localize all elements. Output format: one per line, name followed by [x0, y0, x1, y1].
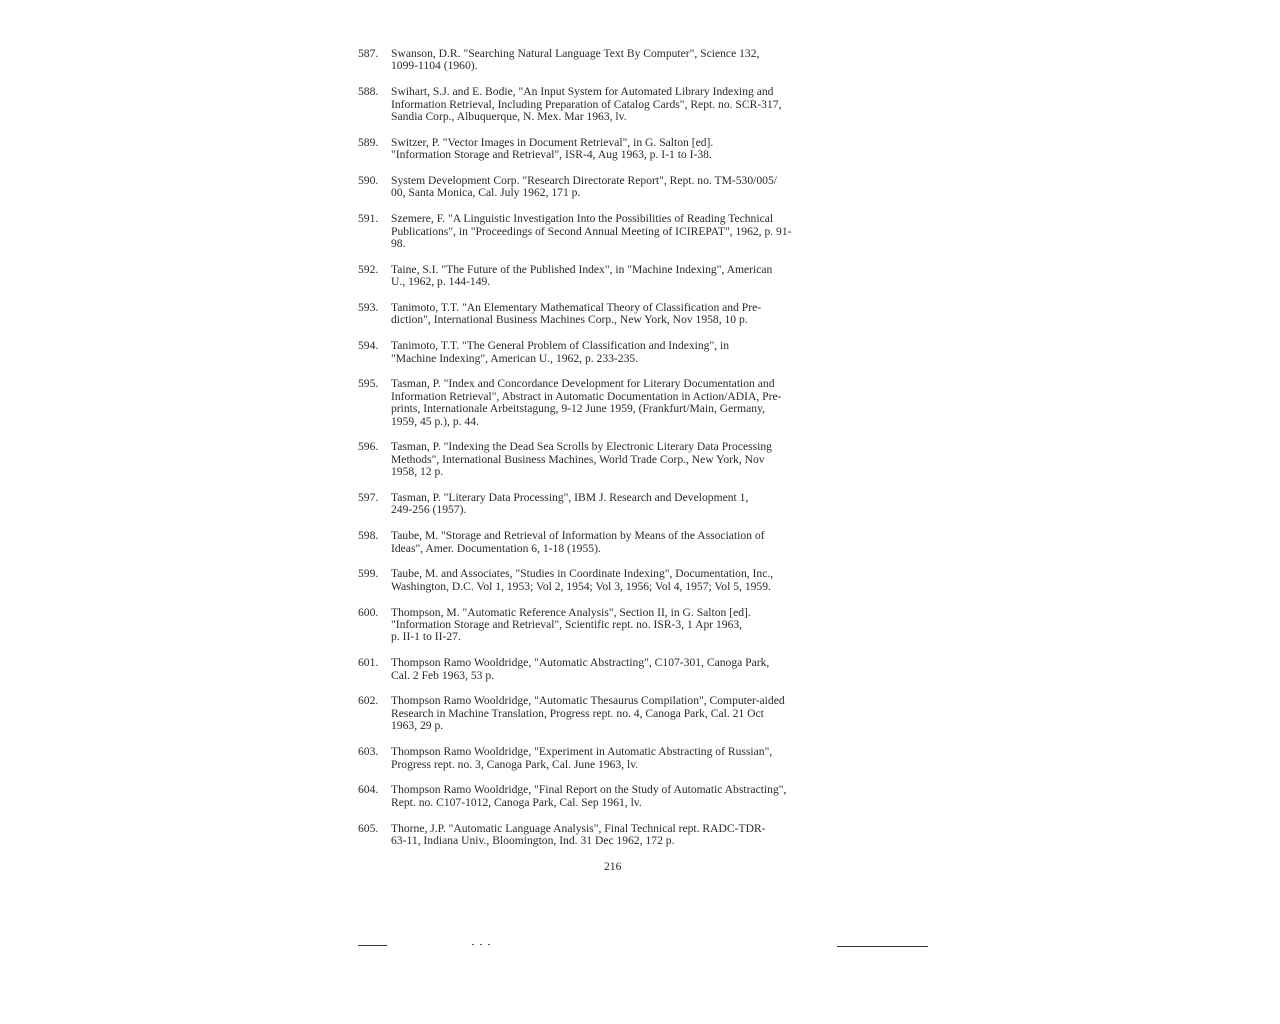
- reference-number: 602.: [358, 694, 379, 708]
- footer-rule-left: [358, 945, 387, 946]
- reference-text: Taine, S.I. "The Future of the Published Index", in "Machine Indexing", American U., 1962, p. 144-149.: [391, 262, 773, 289]
- reference-entry: [358, 175, 883, 200]
- reference-entry: [358, 492, 883, 517]
- reference-text: Thompson, M. "Automatic Reference Analysis", Section II, in G. Salton [ed]. "Information Storage and Retrieval", Scientific rept. no. ISR-3, 1 Apr 1963, p. II-1 to II-27.: [391, 605, 751, 644]
- reference-entry: [358, 695, 883, 732]
- reference-text: Taube, M. "Storage and Retrieval of Information by Means of the Association of Ideas", Amer. Documentation 6, 1-18 (1955).: [391, 529, 765, 555]
- reference-entry: [358, 530, 883, 555]
- reference-number: 598.: [358, 529, 379, 543]
- reference-number: 601.: [358, 656, 379, 670]
- reference-number: 588.: [358, 85, 379, 99]
- reference-number: 589.: [358, 135, 379, 149]
- reference-entry: [358, 784, 883, 809]
- reference-entry: [358, 302, 883, 327]
- reference-list: [358, 48, 883, 861]
- reference-text: Tasman, P. "Index and Concordance Development for Literary Documentation and Information Retrieval", Abstract in Automatic Documentation in Action/ADIA, Pre- prints, Internationale Arbeitstagung, 9-12 June 1959, (Frankfurt/Main, Germany, 1959, 45 p.), p. 44.: [391, 377, 782, 428]
- reference-text: Thompson Ramo Wooldridge, "Automatic Abstracting", C107-301, Canoga Park, Cal. 2 Feb 1963, 53 p.: [391, 656, 770, 682]
- reference-entry: [358, 657, 883, 682]
- reference-text: Swihart, S.J. and E. Bodie, "An Input System for Automated Library Indexing and Information Retrieval, Including Preparation of Catalog Cards", Rept. no. SCR-317, Sandia Corp., Albuquerque, N. Mex. Mar 1963, lv.: [391, 85, 782, 124]
- reference-text: Tanimoto, T.T. "The General Problem of Classification and Indexing", in "Machine Indexing", American U., 1962, p. 233-235.: [391, 339, 730, 365]
- reference-entry: [358, 607, 883, 644]
- reference-entry: [358, 264, 883, 289]
- reference-entry: [358, 568, 883, 593]
- footer-rule-right: [837, 946, 928, 947]
- reference-entry: [358, 378, 883, 428]
- reference-number: 604.: [358, 783, 379, 797]
- reference-text: Tasman, P. "Indexing the Dead Sea Scrolls by Electronic Literary Data Processing Methods", International Business Machines, World Trade Corp., New York, Nov 1958, 12 p.: [391, 440, 772, 479]
- reference-number: 587.: [358, 47, 379, 60]
- reference-entry: [358, 48, 883, 73]
- reference-entry: [358, 746, 883, 771]
- reference-entry: [358, 823, 883, 848]
- reference-text: Taube, M. and Associates, "Studies in Coordinate Indexing", Documentation, Inc., Washington, D.C. Vol 1, 1953; Vol 2, 1954; Vol 3, 1956; Vol 4, 1957; Vol 5, 1959.: [391, 567, 774, 593]
- reference-number: 603.: [358, 745, 379, 759]
- reference-number: 597.: [358, 491, 379, 505]
- reference-entry: [358, 340, 883, 365]
- reference-number: 596.: [358, 440, 379, 454]
- reference-text: Thompson Ramo Wooldridge, "Automatic Thesaurus Compilation", Computer-aided Research in Machine Translation, Progress rept. no. 4, Canoga Park, Cal. 21 Oct 1963, 29 p.: [391, 694, 785, 733]
- reference-number: 590.: [358, 174, 379, 188]
- reference-number: 591.: [358, 212, 379, 226]
- reference-entry: [358, 86, 883, 123]
- reference-number: 600.: [358, 605, 379, 619]
- reference-text: Swanson, D.R. "Searching Natural Language Text By Computer", Science 132, 1099-1104 (1960).: [391, 47, 760, 73]
- reference-number: 592.: [358, 262, 379, 276]
- reference-entry: [358, 137, 883, 162]
- reference-number: 605.: [358, 821, 379, 835]
- reference-number: 593.: [358, 301, 379, 315]
- reference-text: Thompson Ramo Wooldridge, "Experiment in Automatic Abstracting of Russian", Progress rept. no. 3, Canoga Park, Cal. June 1963, lv.: [391, 745, 773, 771]
- reference-text: Tanimoto, T.T. "An Elementary Mathematical Theory of Classification and Pre- diction", International Business Machines Corp., New York, Nov 1958, 10 p.: [391, 301, 762, 327]
- page-number: 216: [604, 860, 622, 873]
- reference-text: Tasman, P. "Literary Data Processing", IBM J. Research and Development 1, 249-256 (1957).: [391, 491, 749, 517]
- reference-entry: [358, 441, 883, 478]
- footer-dash-marks: [472, 944, 492, 945]
- reference-number: 595.: [358, 377, 379, 391]
- reference-text: Switzer, P. "Vector Images in Document Retrieval", in G. Salton [ed]. "Information Storage and Retrieval", ISR-4, Aug 1963, p. I-1 to I-38.: [391, 135, 714, 162]
- reference-number: 594.: [358, 339, 379, 353]
- reference-text: System Development Corp. "Research Directorate Report", Rept. no. TM-530/005/ 00, Santa Monica, Cal. July 1962, 171 p.: [391, 174, 777, 200]
- reference-number: 599.: [358, 567, 379, 581]
- reference-text: Thorne, J.P. "Automatic Language Analysis", Final Technical rept. RADC-TDR- 63-11, Indiana Univ., Bloomington, Ind. 31 Dec 1962, 172 p.: [391, 821, 766, 847]
- reference-text: Szemere, F. "A Linguistic Investigation Into the Possibilities of Reading Technical Publications", in "Proceedings of Second Annual Meeting of ICIREPAT", 1962, p. 91- 98.: [391, 212, 792, 251]
- reference-text: Thompson Ramo Wooldridge, "Final Report on the Study of Automatic Abstracting", Rept. no. C107-1012, Canoga Park, Cal. Sep 1961, lv.: [391, 783, 787, 809]
- reference-entry: [358, 213, 883, 250]
